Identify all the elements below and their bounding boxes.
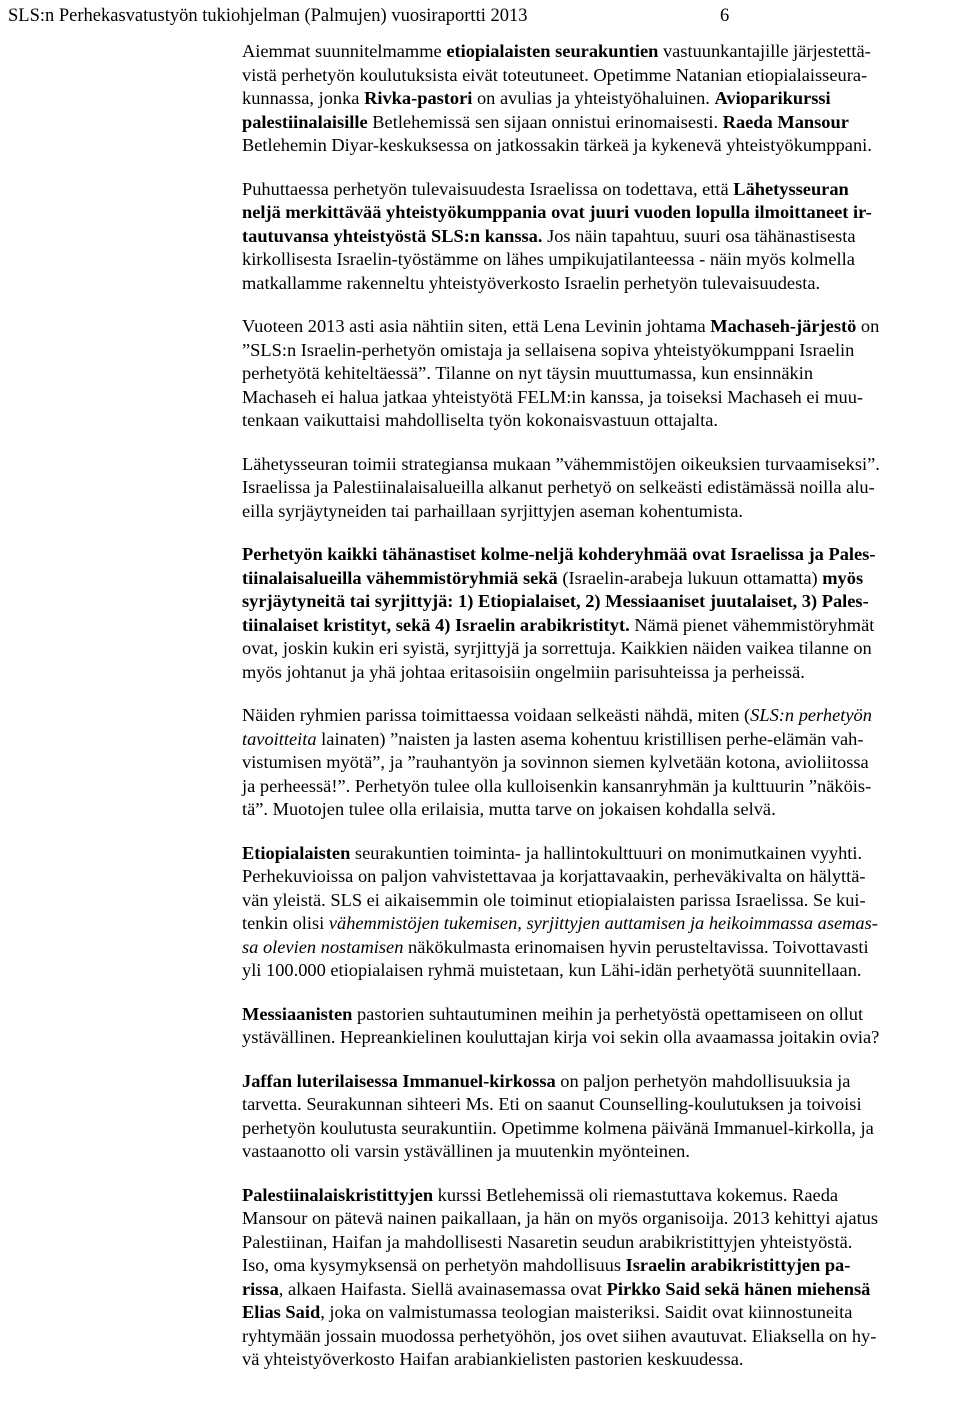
text-line (242, 842, 960, 866)
text-line (242, 614, 960, 638)
text-line (242, 959, 960, 983)
text-segment: kirkollisesta Israelin-työstämme on lähes umpikujatilanteessa - näin myös kolmella (242, 249, 855, 269)
text-line (242, 315, 960, 339)
bold-text: Jaffan luterilaisessa Immanuel-kirkossa (242, 1070, 556, 1091)
text-line (242, 637, 960, 661)
text-line (242, 453, 960, 477)
text-line (242, 87, 960, 111)
text-segment: ja perheessä!”. Perhetyön tulee olla kulloisenkin kansanryhmän ja kulttuurin ”näköis- (242, 775, 872, 796)
text-segment: , joka on valmistumassa teologian maisteriksi. Saidit ovat kiinnostuneita (320, 1302, 853, 1322)
text-segment: Puhuttaessa perhetyön tulevaisuudesta Israelissa on todettava, että (242, 178, 734, 199)
text-line (242, 272, 960, 296)
text-segment: Betlehemin Diyar-keskuksessa on jatkossakin tärkeä ja kykenevä yhteistyökumppani. (242, 135, 872, 155)
text-line (242, 1325, 960, 1349)
text-line (242, 1070, 960, 1094)
text-line (242, 1254, 960, 1278)
bold-text: Raeda Mansour (722, 111, 849, 132)
italic-text: tavoitteita (242, 728, 317, 749)
bold-text: Machaseh-järjestö (710, 316, 857, 336)
text-segment: pastorien suhtautuminen meihin ja perhetyöstä opettamiseen on ollut (352, 1003, 864, 1024)
text-line (242, 64, 960, 88)
text-segment: tarvetta. Seurakunnan sihteeri Ms. Eti on saanut Counselling-koulutuksen ja toivoisi (242, 1094, 862, 1114)
page-number: 6 (720, 6, 730, 26)
text-segment: Betlehemissä sen sijaan onnistui erinomaisesti. (367, 111, 723, 132)
text-line (242, 798, 960, 822)
text-segment: tä”. Muotojen tulee olla erilaisia, mutta tarve on jokaisen kohdalla selvä. (242, 799, 776, 819)
text-segment: on paljon perhetyön mahdollisuuksia ja (555, 1070, 851, 1091)
text-line (242, 1117, 960, 1141)
bold-text: Avioparikurssi (714, 88, 831, 108)
text-segment: tenkin olisi (242, 913, 329, 933)
text-segment: on avulias ja yhteistyöhaluinen. (472, 88, 715, 108)
bold-text: tiinalaisalueilla vähemmistöryhmiä sekä (242, 567, 558, 588)
bold-text: Perhetyön kaikki tähänastiset kolme-neljä kohderyhmää ovat Israelissa ja Pales- (242, 544, 876, 564)
text-line (242, 728, 960, 752)
text-line (242, 1348, 960, 1372)
paragraph (242, 842, 960, 983)
text-line (242, 543, 960, 567)
text-segment: kunnassa, jonka (242, 88, 365, 108)
text-segment: näkökulmasta erinomaisen hyvin perusteltavissa. Toivottavasti (403, 936, 869, 957)
paragraph (242, 315, 960, 433)
text-line (242, 476, 960, 500)
text-segment: ryhtymään jossain muodossa perhetyöhön, jos ovet siihen avautuvat. Eliaksella on hy- (242, 1325, 877, 1346)
text-segment: vä yhteistyöverkosto Haifan arabiankielisten pastorien keskuudessa. (242, 1349, 744, 1369)
bold-text: neljä merkittävää yhteistyökumppania ovat juuri vuoden lopulla ilmoittaneet ir- (242, 202, 872, 222)
text-line (242, 567, 960, 591)
text-line (242, 865, 960, 889)
text-segment: Nämä pienet vähemmistöryhmät (629, 614, 875, 635)
text-line (242, 339, 960, 363)
text-segment: vastuunkantajille järjestettä- (658, 41, 871, 61)
text-line (242, 134, 960, 158)
text-segment: Näiden ryhmien parissa toimittaessa voidaan selkeästi nähdä, miten ( (242, 705, 751, 725)
text-segment: Israelissa ja Palestiinalaisalueilla alkanut perhetyö on selkeästi edistämässä noilla alu- (242, 477, 875, 497)
text-segment: Palestiinan, Haifan ja mahdollisesti Nasaretin seudun arabikristittyjen yhteistyöstä. (242, 1231, 853, 1252)
bold-text: myös (822, 567, 864, 588)
text-line (242, 775, 960, 799)
italic-text: vähemmistöjen tukemisen, syrjittyjen auttamisen ja heikoimmassa asemas- (328, 913, 878, 933)
bold-text: etiopialaisten seurakuntien (446, 41, 659, 61)
text-line (242, 1026, 960, 1050)
bold-text: Palestiinalaiskristittyjen (242, 1184, 434, 1205)
paragraph (242, 40, 960, 158)
text-segment: yli 100.000 etiopialaisen ryhmä muistetaan, kun Lähi-idän perhetyötä suunnitellaan. (242, 960, 862, 980)
bold-text: Messiaanisten (242, 1003, 353, 1024)
page-header (8, 4, 728, 28)
text-segment: Aiemmat suunnitelmamme (242, 41, 447, 61)
text-line (242, 704, 960, 728)
text-line (242, 40, 960, 64)
text-segment: Lähetysseuran toimii strategiansa mukaan ”vähemmistöjen oikeuksien turvaamiseksi”. (242, 453, 880, 474)
text-segment: on (856, 316, 880, 336)
text-line (242, 1231, 960, 1255)
text-line (242, 912, 960, 936)
text-line (242, 409, 960, 433)
text-segment: eilla syrjäytyneiden tai parhaillaan syrjittyjen aseman kohentumista. (242, 500, 743, 521)
text-segment: kurssi Betlehemissä oli riemastuttava kokemus. Raeda (433, 1184, 839, 1205)
text-line (242, 1301, 960, 1325)
bold-text: rissa (242, 1278, 279, 1299)
report-body (242, 40, 960, 1392)
text-segment: (Israelin-arabeja lukuun ottamatta) (557, 567, 823, 588)
text-line (242, 661, 960, 685)
text-line (242, 1278, 960, 1302)
text-segment: vistä perhetyön koulutuksista eivät toteutuneet. Opetimme Natanian etiopialaisseura- (242, 64, 868, 85)
text-segment: Perhekuvioissa on paljon vahvistettavaa ja korjattavaakin, perheväkivalta on hälyttä- (242, 866, 866, 886)
bold-text: syrjäytyneitä tai syrjittyjä: 1) Etiopialaiset, 2) Messiaaniset juutalaiset, 3) Pales- (242, 591, 869, 611)
text-segment: Mansour on pätevä nainen paikallaan, ja hän on myös organisoija. 2013 kehittyi ajatus (242, 1208, 879, 1228)
text-segment: tenkaan vaikuttaisi mahdolliselta työn kokonaisvastuun ottajalta. (242, 410, 719, 430)
paragraph (242, 453, 960, 524)
paragraph (242, 543, 960, 684)
text-segment: myös johtanut ja yhä johtaa eritasoisiin ongelmiin parisuhteissa ja perheissä. (242, 661, 805, 682)
text-line (242, 590, 960, 614)
text-line (242, 1184, 960, 1208)
text-segment: vistumisen myötä”, ja ”rauhantyön ja sovinnon siemen kylvetään kotona, avioliitossa (242, 752, 869, 772)
text-line (242, 1207, 960, 1231)
paragraph (242, 1184, 960, 1372)
text-line (242, 889, 960, 913)
text-segment: Machaseh ei halua jatkaa yhteistyötä FELM:in kanssa, ja toiseksi Machaseh ei muu- (242, 386, 864, 407)
bold-text: tautuvansa yhteistyöstä SLS:n kanssa. (242, 225, 543, 246)
text-segment: ystävällinen. Hepreankielinen kouluttajan kirja voi sekin olla avaamassa joitakin ovia? (242, 1027, 880, 1047)
text-segment: ovat, joskin kukin eri syistä, syrjittyjä ja sorrettuja. Kaikkien näiden vaikea tilanne on (242, 638, 872, 658)
text-line (242, 225, 960, 249)
text-line (242, 1140, 960, 1164)
italic-text: SLS:n perhetyön (750, 705, 872, 725)
italic-text: sa olevien nostamisen (242, 936, 404, 957)
text-segment: perhetyön koulutusta seurakuntiin. Opetimme kolmena päivänä Immanuel-kirkolla, ja (242, 1117, 874, 1138)
text-segment: vän yleistä. SLS ei aikaisemmin ole toiminut etiopialaisten parissa Israelissa. Se kui- (242, 889, 866, 910)
text-line (242, 111, 960, 135)
text-line (242, 201, 960, 225)
text-segment: ”SLS:n Israelin-perhetyön omistaja ja sellaisena sopiva yhteistyökumppani Israelin (242, 339, 855, 360)
paragraph (242, 704, 960, 822)
bold-text: Pirkko Said sekä hänen miehensä (606, 1278, 871, 1299)
text-segment: lainaten) ”naisten ja lasten asema kohentuu kristillisen perhe-elämän vah- (316, 728, 864, 749)
bold-text: tiinalaiset kristityt, sekä 4) Israelin arabikristityt. (242, 614, 630, 635)
text-line (242, 386, 960, 410)
text-line (242, 178, 960, 202)
bold-text: Elias Said (242, 1302, 321, 1322)
text-line (242, 1003, 960, 1027)
bold-text: palestiinalaisille (242, 111, 368, 132)
text-segment: Vuoteen 2013 asti asia nähtiin siten, että Lena Levinin johtama (242, 316, 711, 336)
text-segment: vastaanotto oli varsin ystävällinen ja muutenkin myönteinen. (242, 1141, 690, 1161)
text-segment: matkallamme rakenneltu yhteistyöverkosto Israelin perhetyön tulevaisuudesta. (242, 272, 821, 293)
text-segment: perhetyötä kehiteltäessä”. Tilanne on nyt täysin muuttumassa, kun ensinnäkin (242, 363, 814, 383)
text-segment: Jos näin tapahtuu, suuri osa tähänastisesta (542, 225, 856, 246)
bold-text: Lähetysseuran (733, 178, 849, 199)
report-title: SLS:n Perhekasvatustyön tukiohjelman (Palmujen) vuosiraportti 2013 (8, 6, 528, 26)
paragraph (242, 178, 960, 296)
text-segment: , alkaen Haifasta. Siellä avainasemassa ovat (278, 1278, 607, 1299)
bold-text: Etiopialaisten (242, 842, 351, 863)
text-segment: seurakuntien toiminta- ja hallintokulttuuri on monimutkainen vyyhti. (350, 842, 863, 863)
bold-text: Israelin arabikristittyjen pa- (625, 1255, 851, 1275)
text-line (242, 1093, 960, 1117)
text-line (242, 362, 960, 386)
paragraph (242, 1003, 960, 1050)
text-line (242, 248, 960, 272)
text-line (242, 751, 960, 775)
text-line (242, 936, 960, 960)
bold-text: Rivka-pastori (364, 88, 473, 108)
text-line (242, 500, 960, 524)
paragraph (242, 1070, 960, 1164)
text-segment: Iso, oma kysymyksensä on perhetyön mahdollisuus (242, 1255, 626, 1275)
